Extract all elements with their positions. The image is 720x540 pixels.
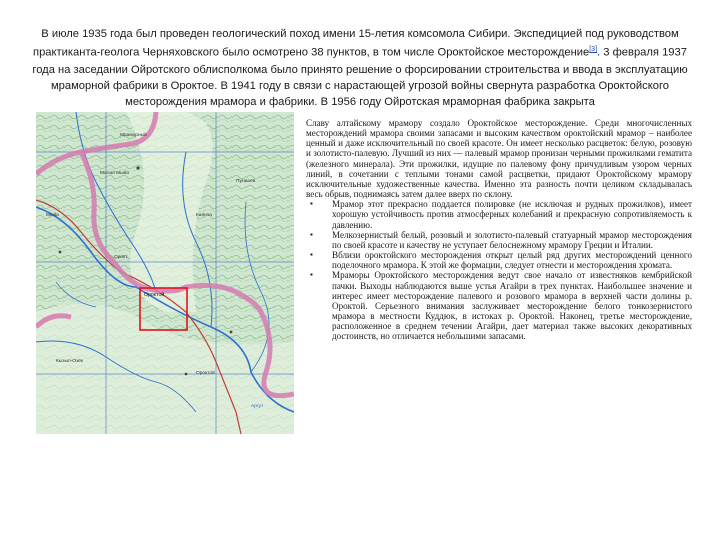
list-item-text: Вблизи ороктойского месторождения открыт целый ряд других месторождений ценного поделочного мрамора. К этой же формации, следует отнести и месторождения хромата.: [332, 250, 692, 271]
bullet-list: [306, 199, 692, 341]
map-drawing: [36, 112, 294, 434]
map-label: Мраморный: [120, 133, 147, 138]
list-item-text: Мелкозернистый белый, розовый и золотисто-палевый статуарный мрамор месторождения по своей красоте и качеству не уступает белоснежному мрамору Греции и Италии.: [332, 229, 692, 250]
bullet-marker: ▪: [310, 270, 313, 280]
map-label: Малая Мыйа: [100, 171, 129, 176]
intro-paragraph: [30, 26, 690, 111]
list-item: [306, 230, 692, 250]
article-paragraph: Славу алтайскому мрамору создало Ороктойское месторождение. Среди многочисленных месторождений мрамора своими запасами и высоким качеством ороктойский мрамор – наиболее ценный и даже исключительный по своей красоте. Он имеет несколько расцветок: белую, розовую и золотисто-палевую. Лучший из них — палевый мрамор пронизан черными прожилками гематита (железного минерала). Эти прожилки, идущие по палевому фону причудливым узором черных линий, в сочетании с теплыми тонами самой расцветки, придают Ороктойскому мрамору исключительные художественные качества. Именно эта разность почти целиком складывалась весь обрыв, поднимаясь затем далее вверх по склону.: [306, 118, 692, 200]
intro-text-start: В июле 1935 года был проведен геологический поход имени 15-летия комсомола Сибири. Экспедицией под руководством практиканта-геолога Черняховского было осмотрено 38 пунктов, в том числе Ороктойское месторождение: [33, 28, 679, 60]
bullet-marker: ▪: [310, 250, 313, 260]
list-item: [306, 250, 692, 270]
map-label: Мыйа: [46, 213, 59, 218]
reference-link[interactable]: [3]: [589, 46, 598, 54]
map-label: Каянча: [196, 213, 212, 218]
map-label: Ороктой: [196, 371, 215, 376]
list-item-text: Мрамор этот прекрасно поддается полировке (не исключая и рудных прожилков), имеет хорошую устойчивость против атмосферных колебаний и прекрасную сопротивляемость к давлению.: [332, 199, 692, 230]
map-label: Ороктой: [144, 292, 165, 298]
map-label: Аргут: [251, 404, 264, 409]
list-item: [306, 199, 692, 229]
list-item-text: Мраморы Ороктойского месторождения ведут свое начало от известняков кембрийской пачки. Выходы наблюдаются выше устья Агайри в трех пунктах. Наибольшее значение и интерес имеет месторождение палевого и розового мрамора в верхней части долины р. Ороктой. Серьезного внимания заслуживает месторождение белого тонкозернистого мрамора в местности Куддюк, в истоках р. Ороктой. Наконец, третье месторождение, расположенное в среднем течении Агайри, дает материал также высоких декоративных достоинств, но отличается небольшими запасами.: [332, 270, 692, 342]
list-item: [306, 270, 692, 341]
topographic-map: [36, 112, 294, 434]
bullet-marker: ▪: [310, 199, 313, 209]
intro-text-end: . 3 февраля 1937 года на заседании Ойротского облисполкома было принято решение о форсировании строительства и ввода в эксплуатацию мраморной фабрики в Ороктое. В 1941 году в связи с нарастающей угрозой войны свернута разработка Ороктойского месторождения мрамора и фабрики. В 1956 году Ойротская мраморная фабрика закрыта: [32, 47, 688, 109]
map-label: Пугашев: [236, 179, 256, 184]
article-text: [306, 118, 692, 341]
bullet-marker: ▪: [310, 229, 313, 239]
map-label: Орокт.: [114, 255, 129, 260]
map-label: Кызыл-Озёк: [56, 359, 83, 364]
